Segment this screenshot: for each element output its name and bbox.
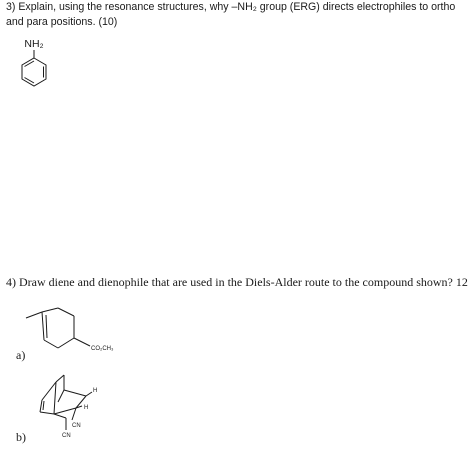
question-3-text: 3) Explain, using the resonance structures, why –NH₂ group (ERG) directs electrophiles to ortho and para positions. (10) [6, 1, 456, 28]
bicyclic-diagram [34, 372, 124, 447]
benzene-ring [22, 50, 46, 86]
part-b-label: b) [16, 430, 26, 444]
part-a-label: a) [16, 348, 26, 362]
ester-substituent-label: CO₂CH₃ [91, 346, 114, 352]
cn-upper-label: CN [72, 423, 81, 429]
h-top-label: H [93, 388, 98, 394]
cn-lower-label: CN [62, 433, 71, 439]
aniline-structure [10, 36, 70, 106]
nh2-label: NH₂ [24, 38, 44, 50]
question-4-text: 4) Draw diene and dienophile that are used in the Diels-Alder route to the compound shown? 12 [6, 275, 468, 289]
cyclohexene-diagram [24, 306, 154, 366]
h-mid-label: H [84, 405, 89, 411]
